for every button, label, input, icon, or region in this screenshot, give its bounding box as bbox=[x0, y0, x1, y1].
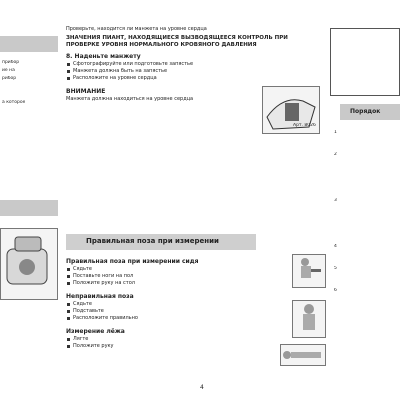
posture-section-title: Правильная поза при измерении bbox=[86, 237, 219, 245]
left-line-4: а которое bbox=[2, 100, 26, 105]
note-text: Манжета должна находиться на уровне сердца bbox=[66, 96, 194, 102]
group-item: Положите руку на стол bbox=[66, 280, 266, 287]
right-list bbox=[334, 130, 398, 294]
steps-title: 8. Наденьте манжету bbox=[66, 53, 141, 60]
group-title: Измерение лёжа bbox=[66, 328, 125, 335]
group-item: Сядьте bbox=[66, 301, 266, 308]
group-item: Подставьте bbox=[66, 308, 266, 315]
right-item: 2 bbox=[334, 152, 337, 157]
lying-figure bbox=[280, 344, 326, 366]
right-heading: Порядок bbox=[350, 108, 381, 115]
intro-text: Проверьте, находится ли манжета на уровне сердца bbox=[66, 26, 207, 32]
group-title: Правильная поза при измерении сидя bbox=[66, 258, 199, 265]
right-note-box bbox=[330, 28, 400, 96]
group-item: Поставьте ноги на пол bbox=[66, 273, 266, 280]
posture-groups bbox=[66, 258, 266, 350]
incorrect-figure bbox=[292, 300, 326, 338]
wrist-figure bbox=[262, 86, 320, 134]
left-line-2: ие на bbox=[2, 68, 15, 73]
figure-label: Арт. 8026 bbox=[293, 123, 316, 128]
right-item: 6 bbox=[334, 288, 337, 293]
warning-text: ЗНАЧЕНИЯ ПИАНТ, НАХОДЯЩИЕСЯ ВЫЗВОДЯЩЕЕСЯ КОНТРОЛЬ ПРИ ПРОВЕРКЕ УРОВНЯ НОРМАЛЬНОГО КРОВЯНОГО ДАВЛЕНИЯ bbox=[66, 35, 288, 48]
right-item: 1 bbox=[334, 130, 337, 135]
right-item: 5 bbox=[334, 266, 337, 271]
left-line-3: рибор bbox=[2, 76, 17, 81]
right-heading-bar bbox=[340, 104, 400, 120]
device-illustration bbox=[0, 228, 58, 300]
right-item: 4 bbox=[334, 244, 337, 249]
sitting-figure bbox=[292, 254, 326, 288]
step-item: Манжета должна быть на запястье bbox=[66, 68, 323, 75]
left-line-1: прибор bbox=[2, 60, 20, 65]
left-section-bar bbox=[0, 36, 58, 52]
group-item: Лягте bbox=[66, 336, 266, 343]
note-title: ВНИМАНИЕ bbox=[66, 88, 106, 95]
group-title: Неправильная поза bbox=[66, 293, 134, 300]
posture-section-bar bbox=[66, 234, 256, 250]
step-item: Расположите на уровне сердца bbox=[66, 75, 323, 82]
left-page-fragment bbox=[0, 0, 60, 400]
group-item: Сядьте bbox=[66, 266, 266, 273]
group-item: Положите руку bbox=[66, 343, 266, 350]
step-item: Сфотографируйте или подготовьте запястье bbox=[66, 61, 323, 68]
left-section-bar-2 bbox=[0, 200, 58, 216]
group-item: Расположите правильно bbox=[66, 315, 266, 322]
right-item: 3 bbox=[334, 198, 337, 203]
page-number: 4 bbox=[200, 384, 204, 391]
